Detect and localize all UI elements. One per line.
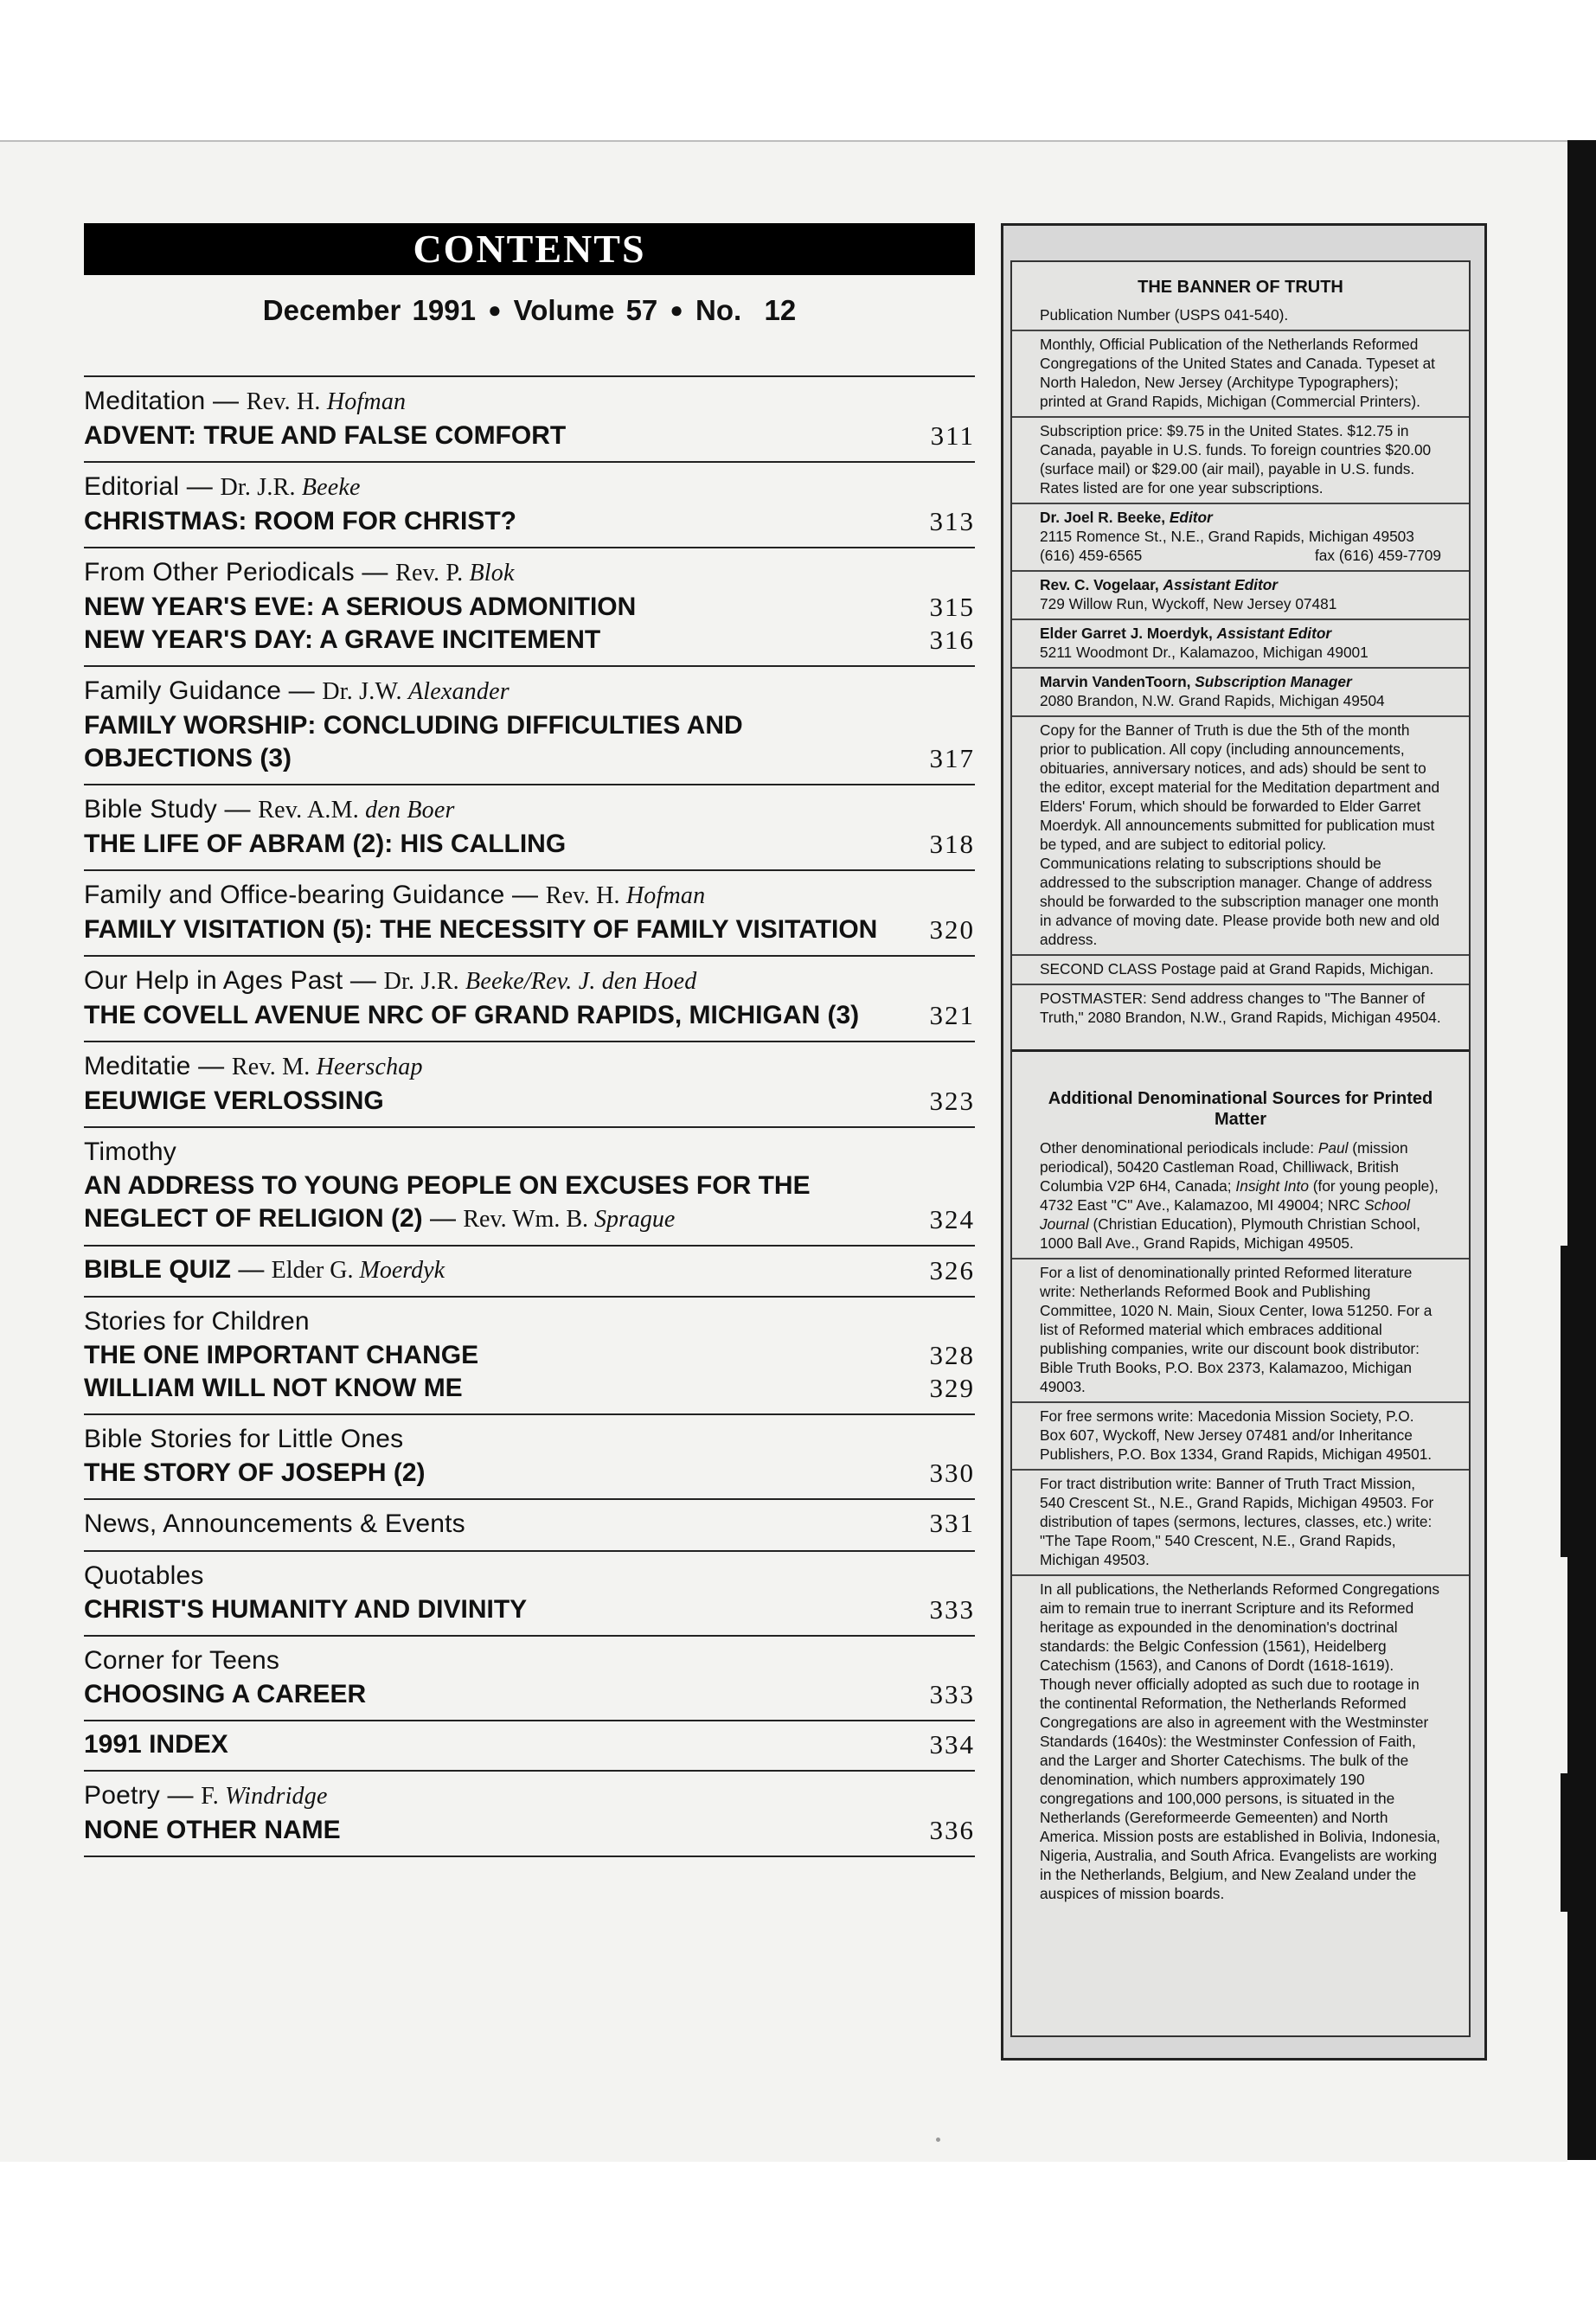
section-name: Meditatie: [84, 1052, 191, 1080]
section-line: [84, 384, 975, 420]
toc-entry: [84, 785, 975, 871]
author-prefix: Rev. H.: [246, 388, 321, 415]
toc-entry: [84, 1500, 975, 1552]
issue-line: [84, 294, 975, 327]
section-name: News, Announcements & Events: [84, 1509, 465, 1538]
section-line: [84, 555, 975, 591]
masthead-box: [1001, 223, 1487, 2061]
article-title-text: EEUWIGE VERLOSSING: [84, 1086, 384, 1115]
footer-mark: [936, 2138, 940, 2142]
article-title: [84, 1170, 888, 1236]
article-title-text: THE ONE IMPORTANT CHANGE: [84, 1341, 479, 1369]
bullet-icon: ●: [487, 297, 502, 323]
author-name: Alexander: [407, 678, 510, 705]
article-title: [84, 591, 636, 624]
section-line: [84, 470, 975, 505]
page-number: 333: [929, 1679, 975, 1709]
contents-column: [84, 223, 975, 1857]
postmaster-notice: POSTMASTER: Send address changes to "The Banner of Truth," 2080 Brandon, N.W., Grand Rapids, Michigan 49504.: [1012, 985, 1469, 1052]
author-prefix: Rev. P.: [395, 560, 464, 586]
masthead-subscription: Subscription price: $9.75 in the United States. $12.75 in Canada, payable in U.S. funds. To foreign countries $20.00 (surface mail) or $29.00 (air mail), payable in U.S. funds. Rates listed are for one year subscriptions.: [1012, 418, 1469, 504]
author: [322, 678, 509, 705]
section-line: [84, 1779, 975, 1814]
section-name: Editorial: [84, 472, 180, 501]
article-title-text: 1991 INDEX: [84, 1730, 228, 1759]
section-name: Meditation: [84, 387, 206, 415]
article-title: [84, 1728, 228, 1761]
title-row: [84, 591, 975, 624]
article-title: [84, 420, 566, 452]
title-row: [84, 1593, 975, 1626]
title-row: [84, 1085, 975, 1118]
article-title: [84, 709, 888, 775]
article-title-text: NONE OTHER NAME: [84, 1816, 341, 1844]
article-title: [84, 505, 516, 538]
em-dash: —: [159, 1781, 202, 1810]
title-row: [84, 1253, 975, 1287]
page-number: 321: [929, 1000, 975, 1030]
em-dash: —: [504, 881, 546, 909]
page-number: 334: [929, 1729, 975, 1759]
page-number: 318: [929, 829, 975, 859]
sources-periodicals: Other denominational periodicals include: Paul (mission periodical), 50420 Castleman Road, Chilliwack, British Columbia V2P 6H4, Canada; Insight Into (for young people), 4732 East "C" Ave., Kalamazoo, MI 49004; NRC School Journal (Christian Education), Plymouth Christian School, 1000 Ball Ave., Grand Rapids, Michigan 49505.: [1012, 1135, 1469, 1259]
author-name: Moerdyk: [359, 1257, 445, 1284]
section-name: Our Help in Ages Past: [84, 966, 343, 995]
article-title-text: AN ADDRESS TO YOUNG PEOPLE ON EXCUSES FOR THE NEGLECT OF RELIGION (2): [84, 1171, 811, 1233]
article-title-text: FAMILY VISITATION (5): THE NECESSITY OF FAMILY VISITATION: [84, 915, 878, 944]
toc-entry: [84, 1721, 975, 1772]
section-line: [84, 674, 975, 709]
title-row: [84, 1372, 975, 1405]
sources-sermons: For free sermons write: Macedonia Mission Society, P.O. Box 607, Wyckoff, New Jersey 07481 and/or Inheritance Publishers, P.O. Box 1334, Grand Rapids, Michigan 49501.: [1012, 1403, 1469, 1471]
page-number: 333: [929, 1594, 975, 1625]
staff-assistant-editor: Rev. C. Vogelaar, Assistant Editor 729 Willow Run, Wyckoff, New Jersey 07481: [1012, 572, 1469, 620]
article-title: [84, 1678, 366, 1711]
section-line: [84, 964, 975, 999]
page-number: 326: [929, 1255, 975, 1285]
toc-entry: [84, 1415, 975, 1500]
title-row: [84, 1814, 975, 1847]
author: [272, 1257, 445, 1284]
contents-banner: CONTENTS: [84, 223, 975, 275]
staff-subscription-manager: Marvin VandenToorn, Subscription Manager 2080 Brandon, N.W. Grand Rapids, Michigan 49504: [1012, 669, 1469, 717]
article-title-text: ADVENT: TRUE AND FALSE COMFORT: [84, 421, 567, 450]
section-name: Bible Stories for Little Ones: [84, 1425, 404, 1453]
em-dash: —: [216, 795, 259, 824]
sources-statement: In all publications, the Netherlands Reformed Congregations aim to remain true to inerrant Scripture and its Reformed heritage as expounded in the denomination's doctrinal standards: the Belgic Confession (1561), Heidelberg Catechism (1563), and Canons of Dordt (1618-1619). Though never officially adopted as such due to rootage in the continental Reformation, the Netherlands Reformed Congregations are also in agreement with the Westminster Standards (1640s): the Westminster Confession of Faith, and the Larger and Shorter Catechisms. The bulk of the denomination, which numbers approximately 190 congregations and 100,000 persons, is situated in the Netherlands (Gereformeerde Gemeenten) and North America. Mission posts are established in Bolivia, Indonesia, Nigeria, Australia, and South Africa. Evangelists are working in the Netherlands, Belgium, and New Zealand under the auspices of mission boards.: [1040, 1580, 1440, 1902]
author-name: Windridge: [225, 1783, 328, 1810]
article-title: [84, 1085, 384, 1118]
author: [395, 560, 514, 586]
em-dash: —: [190, 1052, 232, 1080]
page-number: 317: [929, 743, 975, 773]
article-title-text: CHOOSING A CAREER: [84, 1680, 367, 1708]
author-prefix: Dr. J.W.: [322, 678, 402, 705]
section-name: Stories for Children: [84, 1307, 310, 1336]
masthead-description: Monthly, Official Publication of the Netherlands Reformed Congregations of the United States and Canada. Typeset at North Haledon, New Jersey (Architype Typographers); printed at Grand Rapids, Michigan (Commercial Printers).: [1012, 331, 1469, 418]
page-number: 330: [929, 1458, 975, 1488]
section-line: [84, 1049, 975, 1085]
section-name: Bible Study: [84, 795, 217, 824]
toc-entry: [84, 377, 975, 463]
author-prefix: Rev. Wm. B.: [463, 1206, 589, 1233]
author: [258, 797, 454, 824]
toc-entry: [84, 1552, 975, 1637]
page-edge-notch: [1561, 1773, 1573, 1912]
article-title-text: NEW YEAR'S EVE: A SERIOUS ADMONITION: [84, 593, 637, 621]
author-name: Heerschap: [316, 1054, 423, 1080]
author-prefix: Rev. M.: [231, 1054, 311, 1080]
article-title-text: CHRIST'S HUMANITY AND DIVINITY: [84, 1595, 528, 1624]
title-row: [84, 999, 975, 1032]
section-line: [84, 1644, 975, 1678]
author-prefix: F.: [201, 1783, 219, 1810]
author-name: Blok: [469, 560, 515, 586]
author: [247, 388, 407, 415]
em-dash: —: [422, 1204, 464, 1233]
issue-volume: Volume 57: [513, 294, 658, 326]
article-title: [84, 913, 877, 946]
author: [463, 1206, 675, 1233]
em-dash: —: [231, 1255, 272, 1284]
section-line: [84, 878, 975, 913]
page-number: 329: [929, 1373, 975, 1403]
title-row: [84, 709, 975, 775]
toc-entry: [84, 1247, 975, 1298]
copy-notice: Copy for the Banner of Truth is due the 5th of the month prior to publication. All copy (including announcements, obituaries, anniversary notices, and ads) should be sent to the editor, except material for the Meditation department and Elders' Forum, which should be forwarded to Elder Garret Moerdyk. All announcements submitted for publication must be typed, and are subject to editorial policy. Communications relating to subscriptions should be addressed to the subscription manager. Change of address should be forwarded to the subscription manager one month in advance of moving date. Please provide both new and old address.: [1012, 717, 1469, 956]
page-number: 320: [929, 914, 975, 945]
staff-assistant-editor-2: Elder Garret J. Moerdyk, Assistant Editor 5211 Woodmont Dr., Kalamazoo, Michigan 49001: [1012, 620, 1469, 669]
page-edge-notch: [1561, 1246, 1573, 1557]
section-name: Timothy: [84, 1138, 176, 1166]
toc-entry: [84, 1772, 975, 1857]
article-title: [84, 999, 859, 1032]
sources-tracts: For tract distribution write: Banner of Truth Tract Mission, 540 Crescent St., N.E., Grand Rapids, Michigan 49503. For distribution of tapes (sermons, lectures, classes, etc.) write: "The Tape Room," 540 Crescent, N.E., Grand Rapids, Michigan 49503.: [1012, 1471, 1469, 1576]
toc-entry: [84, 957, 975, 1042]
article-title-text: NEW YEAR'S DAY: A GRAVE INCITEMENT: [84, 625, 601, 654]
article-title-text: FAMILY WORSHIP: CONCLUDING DIFFICULTIES AND OBJECTIONS (3): [84, 711, 743, 772]
page-number: 315: [929, 592, 975, 622]
page-number: 331: [929, 1508, 975, 1538]
author-name: Beeke: [301, 474, 361, 501]
article-title: [84, 1814, 341, 1847]
article-title-text: THE COVELL AVENUE NRC OF GRAND RAPIDS, MICHIGAN (3): [84, 1001, 860, 1029]
sources-title: Additional Denominational Sources for Printed Matter: [1048, 1089, 1433, 1129]
masthead-title: THE BANNER OF TRUTH: [1138, 278, 1343, 297]
section-name: Corner for Teens: [84, 1646, 280, 1675]
toc-entry: [84, 1298, 975, 1415]
page-number: 323: [929, 1086, 975, 1116]
toc-entry: [84, 1637, 975, 1721]
author: [220, 474, 360, 501]
author-name: Beeke/Rev. J. den Hoed: [465, 968, 697, 995]
section-name: Poetry: [84, 1781, 160, 1810]
toc-entry: [84, 1042, 975, 1128]
author: [546, 882, 706, 909]
article-title: [84, 1457, 426, 1490]
page-number: 324: [929, 1204, 975, 1234]
section-line: [84, 1507, 975, 1541]
author: [201, 1783, 327, 1810]
author-name: den Boer: [365, 797, 455, 824]
table-of-contents: [84, 377, 975, 1857]
author-prefix: Dr. J.R.: [383, 968, 459, 995]
toc-entry: [84, 463, 975, 548]
section-name: Family Guidance: [84, 676, 282, 705]
em-dash: —: [343, 966, 384, 995]
title-row: [84, 420, 975, 452]
article-title-text: THE STORY OF JOSEPH (2): [84, 1458, 426, 1487]
toc-entry: [84, 667, 975, 785]
article-title: [84, 624, 600, 657]
section-name: Quotables: [84, 1561, 204, 1590]
issue-number: No. 12: [695, 294, 797, 326]
masthead-pub-number: Publication Number (USPS 041-540).: [1012, 302, 1469, 331]
author-prefix: Rev. A.M.: [258, 797, 359, 824]
page-number: 311: [930, 420, 975, 451]
title-row: [84, 1170, 975, 1236]
staff-editor: Dr. Joel R. Beeke, Editor 2115 Romence St., N.E., Grand Rapids, Michigan 49503 (616) 459-6565 fax (616) 459-7709: [1012, 504, 1469, 572]
title-row: [84, 1678, 975, 1711]
author-prefix: Rev. H.: [545, 882, 620, 909]
author: [384, 968, 697, 995]
title-row: [84, 1457, 975, 1490]
section-line: [84, 1422, 975, 1457]
article-title-text: THE LIFE OF ABRAM (2): HIS CALLING: [84, 830, 567, 858]
em-dash: —: [281, 676, 323, 705]
title-row: [84, 828, 975, 861]
bullet-icon: ●: [670, 297, 684, 323]
section-name: Family and Office-bearing Guidance: [84, 881, 505, 909]
toc-entry: [84, 1128, 975, 1247]
page-number: 328: [929, 1340, 975, 1370]
article-title: [84, 828, 566, 861]
section-line: [84, 1304, 975, 1339]
article-title: [84, 1372, 463, 1405]
issue-month: December 1991: [262, 294, 476, 326]
page-number: 336: [929, 1815, 975, 1845]
title-row: [84, 1339, 975, 1372]
em-dash: —: [205, 387, 247, 415]
toc-entry: [84, 548, 975, 667]
article-title: [84, 1593, 527, 1626]
title-row: [84, 913, 975, 946]
section-line: [84, 1559, 975, 1593]
em-dash: —: [179, 472, 221, 501]
section-name: From Other Periodicals: [84, 558, 355, 586]
author-name: Hofman: [326, 388, 407, 415]
sources-literature: For a list of denominationally printed Reformed literature write: Netherlands Reformed Book and Publishing Committee, 1020 N. Main, Sioux Center, Iowa 51250. For a list of Reformed material which embraces additional publishing companies, write our discount book distributor: Bible Truth Books, P.O. Box 2373, Kalamazoo, Michigan 49003.: [1012, 1259, 1469, 1403]
article-title-text: CHRISTMAS: ROOM FOR CHRIST?: [84, 507, 516, 535]
page-number: 316: [929, 625, 975, 655]
page-number: 313: [929, 506, 975, 536]
article-title: [84, 1253, 445, 1287]
author-prefix: Dr. J.R.: [220, 474, 296, 501]
author-name: Sprague: [594, 1206, 676, 1233]
author-name: Hofman: [625, 882, 706, 909]
section-line: [84, 1135, 975, 1170]
article-title-text: WILLIAM WILL NOT KNOW ME: [84, 1374, 463, 1402]
article-title: [84, 1339, 478, 1372]
masthead-inner: [1010, 260, 1471, 2037]
title-row: [84, 1728, 975, 1761]
title-row: [84, 624, 975, 657]
em-dash: —: [354, 558, 396, 586]
section-line: [84, 792, 975, 828]
author: [232, 1054, 423, 1080]
author-prefix: Elder G.: [271, 1257, 354, 1284]
article-title-text: BIBLE QUIZ: [84, 1255, 231, 1284]
toc-entry: [84, 871, 975, 957]
postage-notice: SECOND CLASS Postage paid at Grand Rapids, Michigan.: [1012, 956, 1469, 985]
title-row: [84, 505, 975, 538]
